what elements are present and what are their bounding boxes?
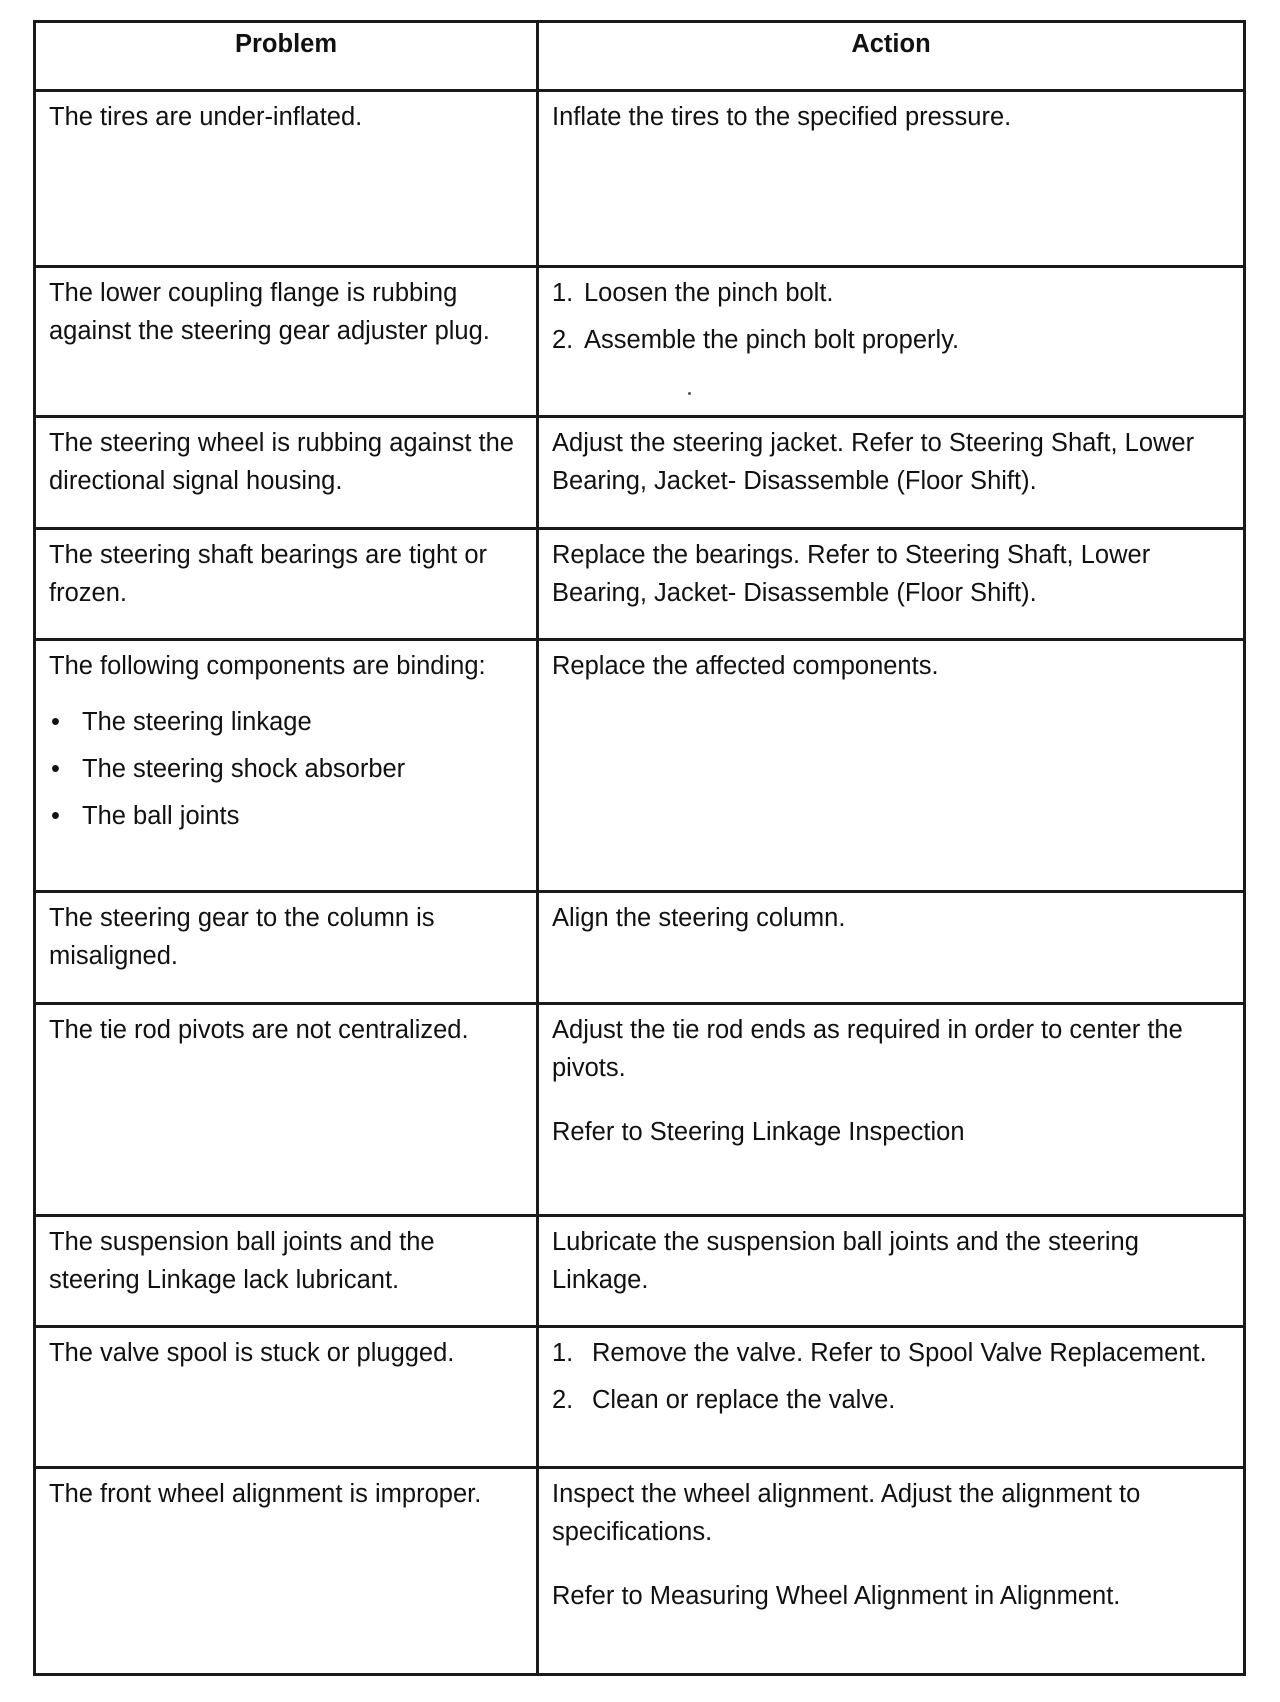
action-text: Lubricate the suspension ball joints and the steering Linkage. (552, 1228, 1139, 1294)
action-cell (538, 1216, 1245, 1327)
table-row (35, 892, 1245, 1004)
troubleshooting-table (33, 20, 1246, 1676)
problem-text: The valve spool is stuck or plugged. (49, 1339, 455, 1367)
problem-text: The suspension ball joints and the steering Linkage lack lubricant. (49, 1228, 435, 1294)
step-number: 2. (552, 326, 574, 354)
table-header-row (35, 22, 1245, 91)
problem-cell (35, 417, 538, 529)
action-text: Replace the bearings. Refer to Steering Shaft, Lower Bearing, Jacket- Disassemble (Floor Shift). (552, 541, 1151, 607)
step-text: Assemble the pinch bolt properly. (584, 326, 960, 354)
action-cell (538, 640, 1245, 892)
column-header-problem: Problem (35, 22, 538, 91)
scan-speck (688, 392, 691, 395)
table-row (35, 640, 1245, 892)
action-step (552, 1381, 1230, 1419)
table-row (35, 267, 1245, 417)
component-list (49, 703, 523, 835)
action-cell (538, 91, 1245, 267)
table-row (35, 529, 1245, 640)
action-text: Inspect the wheel alignment. Adjust the alignment to specifications. (552, 1480, 1141, 1546)
problem-text: The front wheel alignment is improper. (49, 1480, 482, 1508)
action-step (552, 1334, 1230, 1372)
action-cell (538, 1004, 1245, 1216)
action-steps (552, 274, 1230, 359)
step-text: Clean or replace the valve. (592, 1386, 896, 1414)
problem-cell (35, 529, 538, 640)
action-reference: Refer to Steering Linkage Inspection (552, 1118, 965, 1146)
action-text: Inflate the tires to the specified pressure. (552, 103, 1012, 131)
table-row (35, 1004, 1245, 1216)
action-cell (538, 417, 1245, 529)
problem-text: The following components are binding: (49, 652, 486, 680)
list-item (49, 750, 523, 788)
problem-cell (35, 1004, 538, 1216)
action-text: Replace the affected components. (552, 652, 939, 680)
table-row (35, 1468, 1245, 1675)
action-steps (552, 1334, 1230, 1419)
action-cell (538, 1468, 1245, 1675)
table-row (35, 417, 1245, 529)
action-step (552, 321, 1230, 359)
problem-cell (35, 267, 538, 417)
problem-text: The steering shaft bearings are tight or frozen. (49, 541, 487, 607)
problem-text: The lower coupling flange is rubbing against the steering gear adjuster plug. (49, 279, 490, 345)
list-item-text: The ball joints (82, 802, 240, 830)
problem-text: The tie rod pivots are not centralized. (49, 1016, 469, 1044)
step-number: 2. (552, 1386, 574, 1414)
action-cell (538, 267, 1245, 417)
action-text: Align the steering column. (552, 904, 846, 932)
problem-cell (35, 1216, 538, 1327)
bullet-icon: • (51, 802, 60, 830)
table-row (35, 1327, 1245, 1468)
action-reference: Refer to Measuring Wheel Alignment in Alignment. (552, 1582, 1121, 1610)
problem-cell (35, 640, 538, 892)
table-row (35, 91, 1245, 267)
problem-cell (35, 1468, 538, 1675)
list-item (49, 703, 523, 741)
action-cell (538, 1327, 1245, 1468)
problem-cell (35, 892, 538, 1004)
problem-cell (35, 1327, 538, 1468)
step-number: 1. (552, 279, 574, 307)
problem-text: The steering wheel is rubbing against the directional signal housing. (49, 429, 514, 495)
table-row (35, 1216, 1245, 1327)
action-cell (538, 529, 1245, 640)
bullet-icon: • (51, 755, 60, 783)
action-cell (538, 892, 1245, 1004)
step-number: 1. (552, 1339, 574, 1367)
action-step (552, 274, 1230, 312)
bullet-icon: • (51, 708, 60, 736)
list-item (49, 797, 523, 835)
problem-text: The steering gear to the column is misaligned. (49, 904, 435, 970)
step-text: Loosen the pinch bolt. (584, 279, 834, 307)
list-item-text: The steering shock absorber (82, 755, 406, 783)
action-text: Adjust the steering jacket. Refer to Steering Shaft, Lower Bearing, Jacket- Disassemble (Floor Shift). (552, 429, 1195, 495)
problem-cell (35, 91, 538, 267)
list-item-text: The steering linkage (82, 708, 312, 736)
column-header-action: Action (538, 22, 1245, 91)
action-text: Adjust the tie rod ends as required in order to center the pivots. (552, 1016, 1183, 1082)
problem-text: The tires are under-inflated. (49, 103, 363, 131)
step-text: Remove the valve. Refer to Spool Valve Replacement. (592, 1339, 1207, 1367)
